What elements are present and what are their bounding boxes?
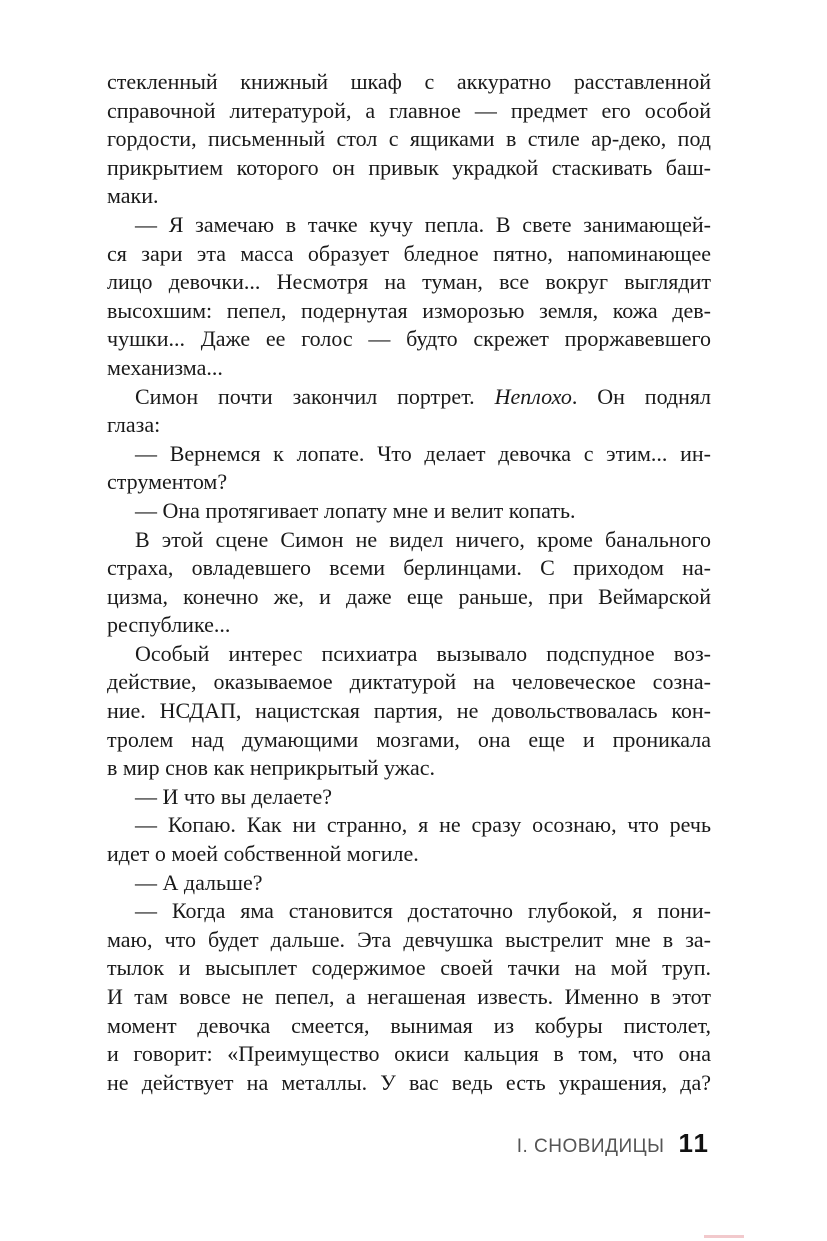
text-line: ся зари эта масса образует бледное пятно, напоминающее bbox=[107, 240, 711, 266]
page-footer bbox=[517, 1128, 710, 1158]
text-line: Симон почти закончил портрет. Неплохо. Он поднял bbox=[135, 383, 711, 409]
text-line: — А дальше? bbox=[135, 869, 263, 895]
body-text bbox=[107, 68, 711, 1097]
text-line: — Вернемся к лопате. Что делает девочка с этим... ин- bbox=[135, 440, 711, 466]
text-line: действие, оказываемое диктатурой на человеческое созна- bbox=[107, 669, 711, 695]
text-line: — Она протягивает лопату мне и велит копать. bbox=[135, 497, 576, 523]
text-line: — Когда яма становится достаточно глубокой, я пони- bbox=[135, 898, 711, 924]
running-head: I. СНОВИДИЦЫ bbox=[516, 1136, 665, 1157]
text-line: ние. НСДАП, нацистская партия, не довольствовалась кон- bbox=[107, 698, 711, 724]
text-line: И там вовсе не пепел, а негашеная известь. Именно в этот bbox=[107, 984, 711, 1009]
text-line: механизма... bbox=[107, 354, 223, 380]
text-line: струментом? bbox=[107, 469, 228, 495]
text-line: маки. bbox=[107, 183, 159, 209]
text-line: гордости, письменный стол с ящиками в стиле ар-деко, под bbox=[107, 126, 711, 152]
text-line: — Я замечаю в тачке кучу пепла. В свете занимающей- bbox=[135, 211, 711, 237]
text-line: цизма, конечно же, и даже еще раньше, при Веймарской bbox=[107, 583, 711, 609]
scan-edge-mark bbox=[704, 1235, 744, 1238]
text-line: — Копаю. Как ни странно, я не сразу осознаю, что речь bbox=[135, 812, 711, 838]
italic-word: Неплохо bbox=[494, 383, 572, 409]
text-line: маю, что будет дальше. Эта девчушка выстрелит мне в за- bbox=[107, 926, 711, 952]
text-line: и говорит: «Преимущество окиси кальция в том, что она bbox=[107, 1041, 711, 1067]
text-line: идет о моей собственной могиле. bbox=[107, 841, 419, 867]
text-line: не действует на металлы. У вас ведь есть украшения, да? bbox=[107, 1069, 711, 1095]
text-line: прикрытием которого он привык украдкой стаскивать баш- bbox=[107, 154, 711, 180]
text-line: стекленный книжный шкаф с аккуратно расставленной bbox=[107, 69, 711, 94]
text-line: В этой сцене Симон не видел ничего, кроме банального bbox=[135, 526, 711, 552]
text-line: тылок и высыплет содержимое своей тачки на мой труп. bbox=[107, 955, 711, 981]
text-line: республике... bbox=[107, 612, 231, 638]
text-line: в мир снов как неприкрытый ужас. bbox=[107, 755, 435, 781]
text-line: — И что вы делаете? bbox=[135, 783, 333, 809]
text-line: лицо девочки... Несмотря на туман, все вокруг выглядит bbox=[107, 269, 711, 295]
text-line: справочной литературой, а главное — предмет его особой bbox=[107, 97, 711, 123]
text-line: чушки... Даже ее голос — будто скрежет проржавевшего bbox=[107, 326, 711, 352]
text-line: страха, овладевшего всеми берлинцами. С приходом на- bbox=[107, 555, 711, 581]
text-line: высохшим: пепел, подернутая изморозью земля, кожа дев- bbox=[107, 297, 711, 323]
text-line: тролем над думающими мозгами, она еще и проникала bbox=[107, 726, 711, 752]
page-number: 11 bbox=[678, 1128, 710, 1158]
text-line: момент девочка смеется, вынимая из кобуры пистолет, bbox=[107, 1012, 711, 1038]
text-line: глаза: bbox=[107, 412, 161, 438]
text-line: Особый интерес психиатра вызывало подспудное воз- bbox=[135, 640, 711, 666]
